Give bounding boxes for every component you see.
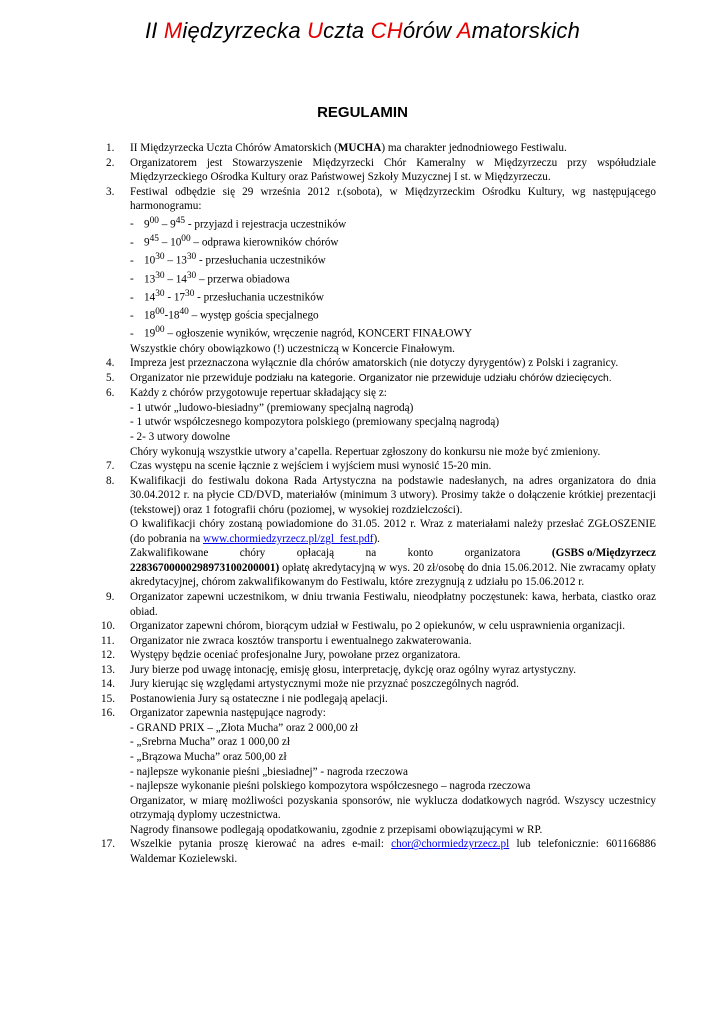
title-part: matorskich xyxy=(471,18,581,43)
rule-17 xyxy=(101,837,656,866)
schedule-item: - $9^{45} - 10^{00}$ – odprawa kierowników chórów xyxy=(130,234,339,249)
rule-7 xyxy=(106,459,656,474)
rule-4 xyxy=(106,356,656,371)
rule-text: Impreza jest przeznaczona wyłącznie dla chórów amatorskich (nie dotyczy dyrygentów) z Polski i zagranicy. xyxy=(130,357,619,370)
rule-number: 1. xyxy=(106,142,115,154)
rule-12 xyxy=(101,648,656,663)
time: 13 xyxy=(144,273,156,286)
repertoire-item: - 1 utwór współczesnego kompozytora polskiego (premiowany specjalną nagrodą) xyxy=(130,416,500,429)
prize-item: - GRAND PRIX – „Złota Mucha” oraz 2 000,00 zł xyxy=(130,721,359,734)
schedule-text: - przesłuchania uczestników xyxy=(196,255,326,268)
schedule-item: - $13^{30} - 14^{30}$ – przerwa obiadowa xyxy=(130,270,290,286)
rule-15 xyxy=(101,692,656,707)
rule-number: 13. xyxy=(101,663,115,676)
schedule-item: - $18^{00}-18^{40}$ – występ gościa specjalnego xyxy=(130,307,319,322)
repertoire-item: - 2- 3 utwory dowolne xyxy=(130,430,231,443)
rule-number: 6. xyxy=(106,387,115,400)
schedule-text: - przesłuchania uczestników xyxy=(194,291,324,304)
rule-text: podziału na kategorie. Organizator nie przewiduje udziału chórów dziecięcych. xyxy=(254,372,612,384)
rule-16 xyxy=(101,706,656,837)
time-minutes: 00 xyxy=(155,307,165,318)
time-minutes: 30 xyxy=(155,288,165,299)
word: konto xyxy=(407,547,434,560)
rule-text: Chóry wykonują wszystkie utwory a’capella. Repertuar zgłoszony do konkursu nie może być zmieniony. xyxy=(130,445,601,458)
bank-account-number: 22836700000298973100200001) xyxy=(130,561,280,574)
time: – 14 xyxy=(164,273,187,286)
rule-number: 4. xyxy=(106,357,115,370)
time-minutes: 00 xyxy=(181,234,191,245)
word: na xyxy=(365,547,377,560)
rule-text xyxy=(130,517,656,546)
rule-number: 17. xyxy=(101,838,115,851)
rule-6 xyxy=(106,386,656,459)
regulations-heading: REGULAMIN xyxy=(317,104,408,121)
rule-number: 12. xyxy=(101,649,115,662)
schedule-text: – ogłoszenie wyników, wręczenie nagród, KONCERT FINAŁOWY xyxy=(164,328,473,341)
regulations-list xyxy=(101,141,656,866)
rule-text xyxy=(130,561,656,590)
rule-text: Wszelkie pytania proszę kierować na adres e-mail: xyxy=(130,838,392,851)
rule-text: Czas występu na scenie łącznie z wejściem i wyjściem musi wynosić 15-20 min. xyxy=(130,460,492,473)
rule-text: Wszystkie chóry obowiązkowo (!) uczestniczą w Koncercie Finałowym. xyxy=(130,342,455,355)
schedule-text: - przyjazd i rejestracja uczestników xyxy=(185,218,347,231)
prize-item: - najlepsze wykonanie pieśni „biesiadnej” - nagroda rzeczowa xyxy=(130,765,409,778)
word: opłacają xyxy=(296,547,335,560)
title-red-letter: U xyxy=(307,18,324,43)
rule-number: 8. xyxy=(106,474,115,487)
time: – 9 xyxy=(158,218,176,231)
rule-text: Każdy z chórów przygotowuje repertuar składający się z: xyxy=(130,387,387,400)
rule-text: ) ma charakter jednodniowego Festiwalu. xyxy=(381,142,567,154)
rule-text: Organizator zapewnia następujące nagrody: xyxy=(130,707,326,720)
rule-number: 11. xyxy=(101,634,115,647)
title-part: II xyxy=(144,18,164,43)
rule-text: Postanowienia Jury są ostateczne i nie podlegają apelacji. xyxy=(130,692,388,705)
rule-9 xyxy=(106,590,656,619)
time: 14 xyxy=(144,291,156,304)
rule-number: 14. xyxy=(101,678,115,691)
rule-text: Występy będzie oceniać profesjonalne Jury, powołane przez organizatora. xyxy=(130,649,461,662)
word: chóry xyxy=(239,547,266,560)
rule-text: Jury kierując się względami artystycznymi może nie przyznać poszczególnych nagród. xyxy=(130,678,519,691)
prize-item: - najlepsze wykonanie pieśni polskiego kompozytora współczesnego – nagroda rzeczowa xyxy=(130,780,531,793)
time-minutes: 30 xyxy=(155,270,165,281)
title-part: órów xyxy=(402,18,457,43)
rule-number: 7. xyxy=(106,460,115,473)
rule-text: Organizator zapewni chórom, biorącym udział w Festiwalu, po 2 opiekunów, w celu usprawnienia organizacji. xyxy=(130,620,626,633)
rule-5 xyxy=(106,371,656,387)
rule-text: opłatę akredytacyjną w wys. 20 zł/osobę do dnia 15.06.2012. Nie zwracamy opłaty akredytacyjnej, chórom zakwalifikowanym do Festiwalu, które zrezygnują z udziału po 15.06.2012 r. xyxy=(130,561,656,589)
time-minutes: 30 xyxy=(186,270,197,281)
time: - 17 xyxy=(164,291,186,304)
schedule-text: – występ gościa specjalnego xyxy=(188,309,319,322)
rule-text: Organizator nie zwraca kosztów transportu i ewentualnego zakwaterowania. xyxy=(130,634,472,647)
rule-text: Organizator nie przewiduje xyxy=(130,371,255,384)
rule-8 xyxy=(106,474,656,590)
bank-name: (GSBS o/Międzyrzecz xyxy=(551,547,656,560)
festival-title xyxy=(0,18,725,44)
rule-number: 5. xyxy=(106,371,115,384)
time: – 10 xyxy=(158,236,182,249)
word: Zakwalifikowane xyxy=(130,547,209,560)
time: 18 xyxy=(144,309,156,322)
time-minutes: 40 xyxy=(179,307,189,318)
rule-number: 10. xyxy=(101,620,115,633)
title-part: iędzyrzecka xyxy=(182,18,308,43)
title-red-letter: A xyxy=(456,18,472,43)
rule-13 xyxy=(101,663,656,678)
word: organizatora xyxy=(464,547,521,560)
rule-number: 15. xyxy=(101,692,115,705)
time-minutes: 30 xyxy=(155,252,165,263)
time: – 13 xyxy=(164,255,187,268)
time-minutes: 00 xyxy=(155,325,165,336)
time-minutes: 00 xyxy=(149,215,159,226)
prize-item: - „Brązowa Mucha” oraz 500,00 zł xyxy=(130,751,287,764)
time-minutes: 30 xyxy=(186,252,197,263)
rule-number: 9. xyxy=(106,591,115,603)
rule-text: Organizator, w miarę możliwości pozyskania sponsorów, nie wyklucza dodatkowych nagród. Wszyscy uczestnicy otrzymają dyplomy uczestnictwa. xyxy=(130,794,656,822)
schedule-item: - $19^{00}$ – ogłoszenie wyników, wręczenie nagród, KONCERT FINAŁOWY xyxy=(130,325,473,341)
festival-acronym: MUCHA xyxy=(337,142,382,154)
rule-text: ). xyxy=(373,532,380,545)
schedule-text: – odprawa kierowników chórów xyxy=(190,236,339,249)
schedule-item: - $10^{30} - 13^{30}$ - przesłuchania uczestników xyxy=(130,252,326,268)
schedule-item: - $14^{30} - 17^{30}$ - przesłuchania uczestników xyxy=(130,288,324,304)
contact-email-link[interactable]: chor@chormiedzyrzecz.pl xyxy=(391,838,510,851)
title-red-letter: M xyxy=(163,18,183,43)
rule-1 xyxy=(106,141,656,156)
rule-text: Kwalifikacji do festiwalu dokona Rada Artystyczna na podstawie nadesłanych, na adres organizatora do dnia 30.04.2012 r. na płycie CD/DVD, materiałów (minimum 3 utwory). Prosimy także o dołączenie krótkiej prezentacji (tekstowej) oraz 1 fotografii chóru (poziomej, w wysokiej rozdzielczości). xyxy=(130,474,656,516)
rule-text: Jury bierze pod uwagę intonację, emisję głosu, interpretację, dykcję oraz ogólny wyraz artystyczny. xyxy=(130,663,576,676)
rule-text: Organizator zapewni uczestnikom, w dniu trwania Festiwalu, nieodpłatny poczęstunek: kawa, herbata, ciastko oraz obiad. xyxy=(130,591,656,618)
rule-number: 16. xyxy=(101,707,115,720)
prize-item: - „Srebrna Mucha” oraz 1 000,00 zł xyxy=(130,736,290,749)
rule-3 xyxy=(106,185,656,357)
rule-2 xyxy=(106,156,656,185)
title-red-letter: CH xyxy=(370,18,403,43)
time: 9 xyxy=(144,236,150,249)
time: 10 xyxy=(144,255,156,268)
time: -18 xyxy=(164,309,180,322)
rule-14 xyxy=(101,677,656,692)
rule-text: Organizatorem jest Stowarzyszenie Międzyrzecki Chór Kameralny w Międzyrzeczu przy współudziale Międzyrzeckiego Ośrodka Kultury oraz Państwowej Szkoły Muzycznej I st. w Międzyrzeczu. xyxy=(130,156,656,184)
rule-text: Festiwal odbędzie się 29 września 2012 r.(sobota), w Międzyrzeckim Ośrodku Kultury, wg następującego harmonogramu: xyxy=(130,185,656,213)
rule-11 xyxy=(101,634,656,649)
time-minutes: 45 xyxy=(149,234,159,245)
application-form-link[interactable]: www.chormiedzyrzecz.pl/zgl_fest.pdf xyxy=(203,532,374,545)
time: 9 xyxy=(144,218,150,231)
rule-text: Nagrody finansowe podlegają opodatkowaniu, zgodnie z przepisami obowiązującymi w RP. xyxy=(130,823,543,836)
time: 19 xyxy=(144,328,156,341)
schedule-item: - $9^{00} - 9^{45}$ - przyjazd i rejestracja uczestników xyxy=(130,215,347,231)
rule-number: 2. xyxy=(106,156,115,169)
rule-10 xyxy=(101,619,656,634)
repertoire-item: - 1 utwór „ludowo-biesiadny” (premiowany specjalną nagrodą) xyxy=(130,401,414,414)
schedule-text: – przerwa obiadowa xyxy=(196,273,290,286)
title-part: czta xyxy=(323,18,371,43)
time-minutes: 45 xyxy=(175,215,186,226)
rule-number: 3. xyxy=(106,185,115,198)
rule-text: lub telefonicznie: 601166886 Waldemar Kozielewski. xyxy=(130,838,656,865)
fee-line xyxy=(130,546,656,561)
rule-text: II Międzyrzecka Uczta Chórów Amatorskich ( xyxy=(130,142,338,154)
rule-text: O kwalifikacji chóry zostaną powiadomione do 31.05. 2012 r. Wraz z materiałami należy przesłać ZGŁOSZENIE (do pobrania na xyxy=(130,518,656,545)
time-minutes: 30 xyxy=(185,288,195,299)
